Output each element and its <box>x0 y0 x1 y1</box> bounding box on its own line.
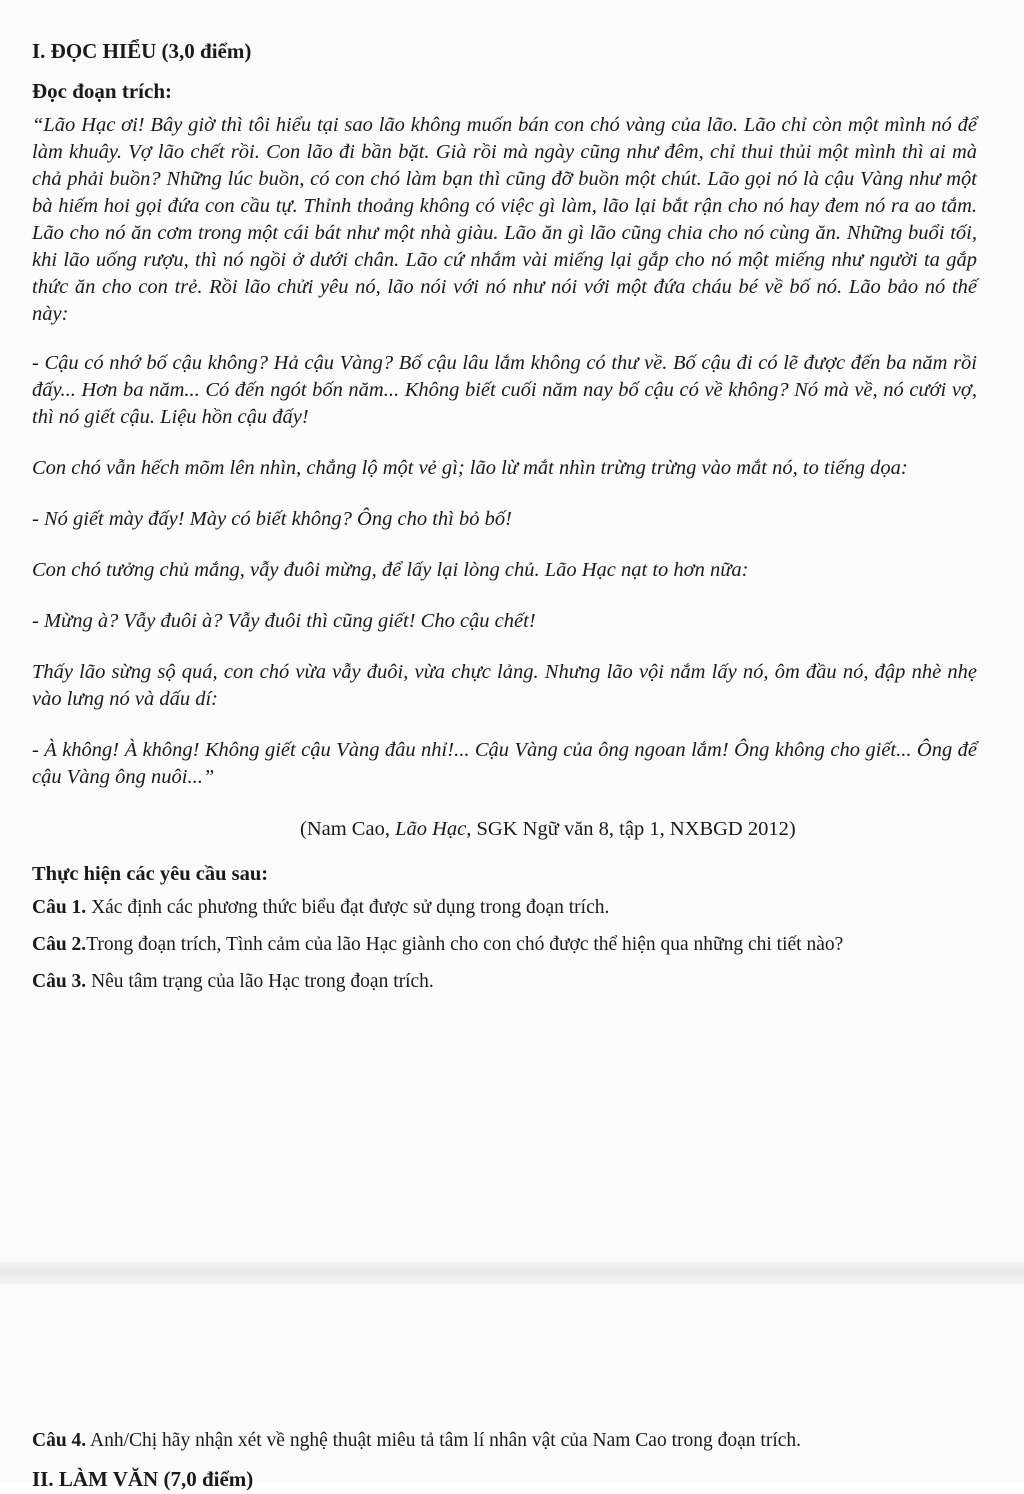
writing-section-title: II. LÀM VĂN (7,0 điểm) <box>32 1467 254 1491</box>
excerpt-source <box>300 815 977 843</box>
question-label: Câu 3. <box>32 971 87 992</box>
excerpt-paragraph: Con chó tưởng chủ mắng, vẫy đuôi mừng, để lấy lại lòng chủ. Lão Hạc nạt to hơn nữa: <box>32 559 749 581</box>
question-text: Trong đoạn trích, Tình cảm của lão Hạc giành cho con chó được thể hiện qua những chi tiết nào? <box>86 934 844 955</box>
excerpt-paragraph: - Mừng à? Vẫy đuôi à? Vẫy đuôi thì cũng giết! Cho cậu chết! <box>32 610 536 632</box>
question-label: Câu 4. <box>32 1430 87 1451</box>
section-title: I. ĐỌC HIỂU (3,0 điểm) <box>32 39 252 63</box>
question-2 <box>32 932 977 957</box>
requirements-title: Thực hiện các yêu cầu sau: <box>32 863 269 885</box>
reading-section <box>32 36 977 1006</box>
source-close: , SGK Ngữ văn 8, tập 1, NXBGD 2012) <box>466 818 796 840</box>
excerpt-paragraph: “Lão Hạc ơi! Bây giờ thì tôi hiểu tại sao lão không muốn bán con chó vàng của lão. Lão chỉ còn một mình nó để làm khuây. Vợ lão chết rồi. Con lão đi bần bặt. Già rồi mà ngày cũng như đêm, chỉ thui thủi một mình thì ai mà chả phải buồn? Những lúc buồn, có con chó làm bạn thì cũng đỡ buồn một chút. Lão gọi nó là cậu Vàng như một bà hiếm hoi gọi đứa con cầu tự. Thỉnh thoảng không có việc gì làm, lão lại bắt rận cho nó hay đem nó ra ao tắm. Lão cho nó ăn cơm trong một cái bát như một nhà giàu. Lão ăn gì lão cũng chia cho nó cùng ăn. Những buổi tối, khi lão uống rượu, thì nó ngồi ở dưới chân. Lão cứ nhắm vài miếng lại gắp cho nó một miếng như người ta gắp thức ăn cho con trẻ. Rồi lão chửi yêu nó, lão nói với nó như nói với một đứa cháu bé về bố nó. Lão bảo nó thế này: <box>32 114 977 325</box>
excerpt-paragraph: Con chó vẫn hếch mõm lên nhìn, chẳng lộ một vẻ gì; lão lừ mắt nhìn trừng trừng vào mắt nó, to tiếng dọa: <box>32 457 908 479</box>
question-4 <box>32 1428 992 1454</box>
question-label: Câu 2. <box>32 934 87 955</box>
question-1 <box>32 895 977 920</box>
question-label: Câu 1. <box>32 897 87 918</box>
excerpt-paragraph: - À không! À không! Không giết cậu Vàng đâu nhỉ!... Cậu Vàng của ông ngoan lắm! Ông không cho giết... Ông để cậu Vàng ông nuôi...” <box>32 739 977 788</box>
excerpt-lead: Đọc đoạn trích: <box>32 79 172 103</box>
source-open: (Nam Cao, <box>300 818 396 840</box>
excerpt-paragraph: - Nó giết mày đấy! Mày có biết không? Ông cho thì bỏ bố! <box>32 508 512 530</box>
question-text: Nêu tâm trạng của lão Hạc trong đoạn trích. <box>86 971 434 992</box>
excerpt-paragraph: - Cậu có nhớ bố cậu không? Hả cậu Vàng? Bố cậu lâu lắm không có thư về. Bố cậu đi có lẽ được đến ba năm rồi đấy... Hơn ba năm... Có đến ngót bốn năm... Không biết cuối năm nay bố cậu có về không? Nó mà về, nó cưới vợ, thì nó giết cậu. Liệu hồn cậu đấy! <box>32 352 977 428</box>
question-text: Xác định các phương thức biểu đạt được sử dụng trong đoạn trích. <box>86 897 610 918</box>
question-3 <box>32 969 977 994</box>
excerpt-paragraph: Thấy lão sừng sộ quá, con chó vừa vẫy đuôi, vừa chực lảng. Nhưng lão vội nắm lấy nó, ôm đầu nó, đập nhè nhẹ vào lưng nó và dấu dí: <box>32 661 977 710</box>
page-break-band <box>0 1262 1024 1284</box>
source-work-title: Lão Hạc <box>395 818 467 840</box>
question-text: Anh/Chị hãy nhận xét về nghệ thuật miêu tả tâm lí nhân vật của Nam Cao trong đoạn trích. <box>86 1430 802 1451</box>
